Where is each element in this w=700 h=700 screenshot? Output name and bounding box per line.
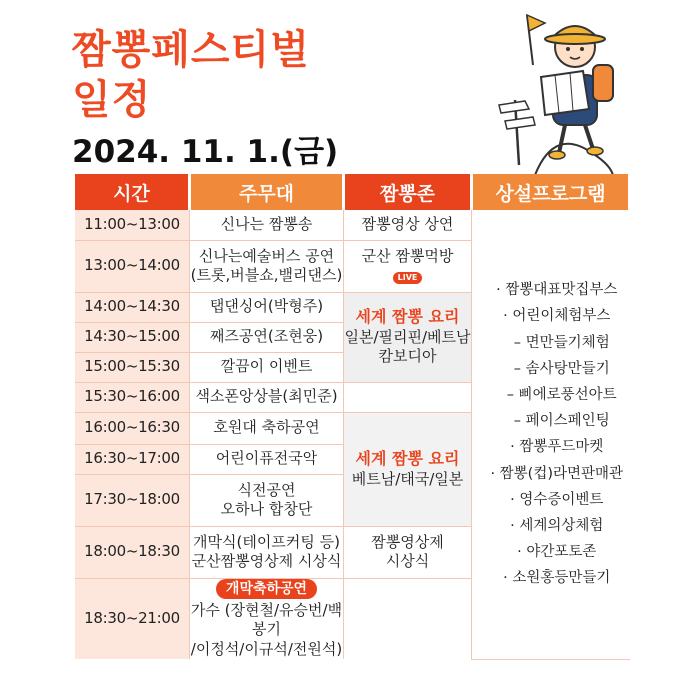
main-stage-cell	[190, 240, 344, 292]
time-cell: 14:00~14:30	[74, 292, 190, 322]
zone-cell-empty	[344, 578, 472, 659]
zone-text: 짬뽕영상제	[371, 532, 444, 551]
main-stage-cell: 어린이퓨전국악	[190, 444, 344, 474]
main-stage-line: 군산짬뽕영상제 시상식	[191, 552, 342, 570]
zone-cell-world-jjamppong-1	[344, 292, 472, 382]
program-list-item: – 페이스페인팅	[513, 413, 610, 430]
program-list-item: · 짬뽕푸드마켓	[510, 439, 604, 456]
main-stage-cell: 깔끔이 이벤트	[190, 352, 344, 382]
program-list-item: · 영수증이벤트	[510, 491, 604, 508]
zone-cell-world-jjamppong-2	[344, 412, 472, 526]
live-badge: LIVE	[393, 272, 423, 284]
main-stage-cell	[190, 526, 344, 578]
time-cell: 16:30~17:00	[74, 444, 190, 474]
main-stage-line: (트롯,버블쇼,밸리댄스)	[190, 266, 343, 284]
program-list-item: · 짬뽕(컵)라면판매관	[490, 465, 624, 482]
col-header-permanent-program: 상설프로그램	[472, 174, 630, 210]
program-list	[472, 277, 630, 591]
page-title-line2: 일정	[72, 77, 152, 123]
zone-text: 베트남/태국/일본	[351, 469, 464, 488]
table-row	[74, 210, 630, 240]
main-stage-cell	[190, 578, 344, 659]
program-list-item: · 야간포토존	[517, 544, 597, 561]
page-title: 짬뽕페스티벌	[72, 27, 310, 73]
main-stage-cell: 탭댄싱어(박형주)	[190, 292, 344, 322]
time-cell: 18:00~18:30	[74, 526, 190, 578]
main-stage-cell	[190, 474, 344, 526]
col-header-main-stage: 주무대	[190, 174, 344, 210]
program-list-item: – 솜사탕만들기	[513, 360, 610, 377]
col-header-jjamppong-zone: 짬뽕존	[344, 174, 472, 210]
time-cell: 13:00~14:00	[74, 240, 190, 292]
zone-text: 캄보디아	[378, 347, 437, 366]
col-header-time: 시간	[74, 174, 190, 210]
zone-text: 시상식	[385, 552, 430, 570]
schedule-table	[72, 174, 631, 660]
main-stage-cell: 색소폰앙상블(최민준)	[190, 382, 344, 412]
time-cell: 15:30~16:00	[74, 382, 190, 412]
main-stage-line: 개막식(테이프커팅 등)	[193, 532, 340, 551]
zone-title: 세계 짬뽕 요리	[355, 307, 460, 327]
main-stage-line: 신나는예술버스 공연	[198, 246, 335, 265]
program-list-cell	[472, 210, 630, 659]
program-list-item: – 삐에로풍선아트	[506, 386, 617, 403]
time-cell: 18:30~21:00	[74, 578, 190, 659]
zone-title: 세계 짬뽕 요리	[355, 448, 460, 468]
time-cell: 17:30~18:00	[74, 474, 190, 526]
main-stage-line: 가수 (장현철/유승번/백봉기	[190, 600, 343, 639]
main-stage-line: 식전공연	[237, 480, 296, 499]
main-stage-line: /이정석/이규석/전원석)	[190, 639, 343, 658]
main-stage-cell: 신나는 짬뽕송	[190, 210, 344, 240]
zone-cell	[344, 240, 472, 292]
time-cell: 16:00~16:30	[74, 412, 190, 444]
time-cell: 14:30~15:00	[74, 322, 190, 352]
program-list-item: · 소원홍등만들기	[503, 570, 611, 587]
main-stage-line: 오하나 합창단	[220, 500, 313, 518]
program-list-item: · 짬뽕대표맛집부스	[496, 282, 618, 299]
time-cell: 11:00~13:00	[74, 210, 190, 240]
table-header-row	[74, 174, 630, 210]
hiker-mascot-illustration	[485, 5, 625, 175]
main-stage-cell: 호원대 축하공연	[190, 412, 344, 444]
program-list-item: · 어린이체험부스	[503, 308, 611, 325]
program-list-item: · 세계의상체험	[510, 517, 604, 534]
zone-cell-empty	[344, 382, 472, 412]
zone-text: 일본/필리핀/베트남	[344, 327, 471, 346]
main-stage-cell: 째즈공연(조현웅)	[190, 322, 344, 352]
program-list-item: – 면만들기체험	[513, 334, 610, 351]
time-cell: 15:00~15:30	[74, 352, 190, 382]
opening-celebration-badge: 개막축하공연	[216, 579, 317, 599]
zone-cell: 짬뽕영상 상연	[344, 210, 472, 240]
event-date: 2024. 11. 1.(금)	[72, 134, 339, 170]
zone-cell	[344, 526, 472, 578]
zone-text: 군산 짬뽕먹방	[361, 246, 454, 265]
